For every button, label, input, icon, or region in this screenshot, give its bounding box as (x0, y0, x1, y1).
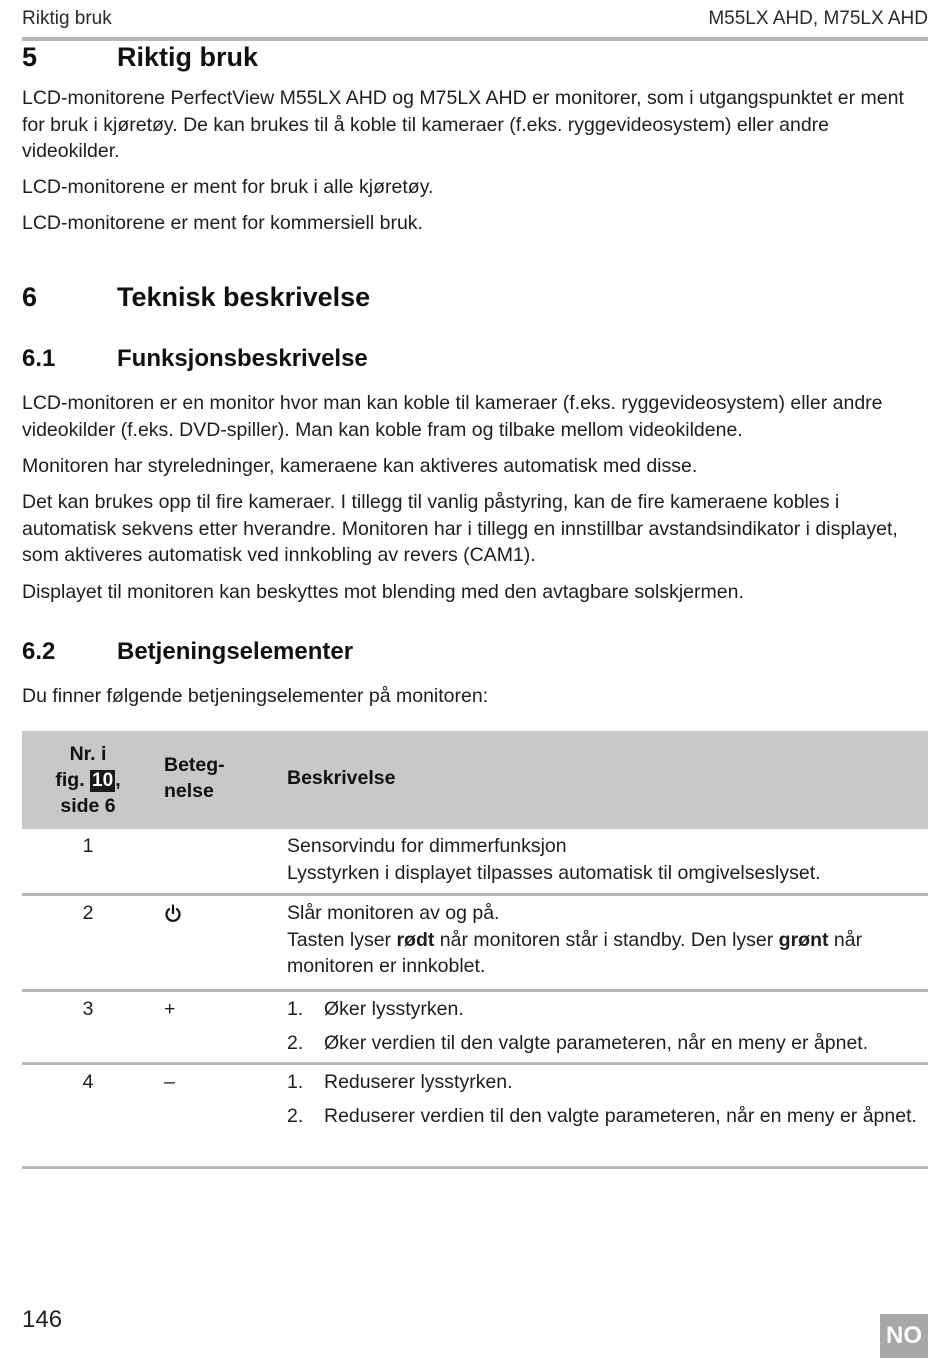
header-divider (22, 37, 928, 41)
figure-reference: 10 (92, 770, 114, 791)
section-number: 6 (22, 282, 38, 312)
row-description (287, 996, 927, 1063)
manual-page (22, 0, 928, 1361)
row-number: 3 (82, 998, 94, 1020)
paragraph: Displayet til monitoren kan beskyttes mot blending med den avtagbare solskjermen. (22, 581, 744, 603)
header-model-names: M55LX AHD, M75LX AHD (708, 8, 928, 29)
section-number: 6.1 (22, 345, 56, 372)
controls-table (22, 731, 928, 1169)
row-number: 1 (82, 835, 94, 857)
running-header (22, 6, 928, 34)
table-row (22, 992, 928, 1065)
language-badge: NO (880, 1314, 928, 1358)
row-description: Sensorvindu for dimmerfunksjon Lysstyrken i displayet tilpasses automatisk til omgivelseslyset. (287, 835, 821, 884)
header-section-title: Riktig bruk (22, 8, 112, 29)
section-title: Teknisk beskrivelse (117, 282, 371, 312)
row-designation: + (164, 998, 176, 1020)
section-title: Riktig bruk (117, 42, 259, 72)
table-row (22, 829, 928, 896)
section-title: Betjeningselementer (117, 638, 354, 665)
header-designation: Beteg- nelse (164, 754, 225, 802)
list-item: 1. Reduserer lysstyrken. (287, 1071, 513, 1093)
table-intro: Du finner følgende betjeningselementer på monitoren: (22, 685, 489, 707)
row-number: 4 (82, 1071, 94, 1093)
row-designation (164, 900, 182, 932)
red-status-text: rødt (396, 928, 435, 951)
header-nr: Nr. i fig. 10 , side 6 (55, 743, 121, 817)
header-description: Beskrivelse (287, 767, 396, 789)
row-description: Slår monitoren av og på. Tasten lyser rødt når monitoren står i standby. Den lyser grønt når monitoren er innkoblet. (287, 902, 863, 977)
list-item: 2. Reduserer verdien til den valgte parameteren, når en meny er åpnet. (287, 1104, 917, 1127)
section-number: 5 (22, 42, 38, 72)
table-header (22, 731, 928, 829)
row-description (287, 1069, 927, 1136)
paragraph: Det kan brukes opp til fire kameraer. I tillegg til vanlig påstyring, kan de fire kameraene kobles i automatisk sekvens etter hverandre. Monitoren har i tillegg en innstillbar avstandsindikator i displayet, som aktiveres automatisk ved innkobling av revers (CAM1). (22, 491, 898, 566)
paragraph: Monitoren har styreledninger, kameraene kan aktiveres automatisk med disse. (22, 455, 698, 477)
list-item: 1. Øker lysstyrken. (287, 998, 464, 1020)
power-icon (164, 904, 182, 924)
paragraph: LCD-monitorene er ment for kommersiell bruk. (22, 212, 423, 234)
paragraph: LCD-monitoren er en monitor hvor man kan koble til kameraer (f.eks. ryggevideosystem) eller andre videokilder (f.eks. DVD-spiller). Man kan koble fram og tilbake mellom videokildene. (22, 392, 883, 441)
green-status-text: grønt (778, 928, 829, 951)
row-designation: – (164, 1071, 175, 1093)
page-number: 146 (22, 1306, 63, 1333)
list-item: 2. Øker verdien til den valgte parameteren, når en meny er åpnet. (287, 1031, 869, 1054)
table-row (22, 896, 928, 992)
paragraph: LCD-monitorene PerfectView M55LX AHD og M75LX AHD er monitorer, som i utgangspunktet er ment for bruk i kjøretøy. De kan brukes til å koble til kameraer (f.eks. ryggevideosystem) eller andre videokilder. (22, 87, 904, 162)
row-number: 2 (82, 902, 94, 924)
section-title: Funksjonsbeskrivelse (117, 345, 368, 372)
table-row (22, 1065, 928, 1169)
section-number: 6.2 (22, 638, 56, 665)
paragraph: LCD-monitorene er ment for bruk i alle kjøretøy. (22, 176, 434, 198)
